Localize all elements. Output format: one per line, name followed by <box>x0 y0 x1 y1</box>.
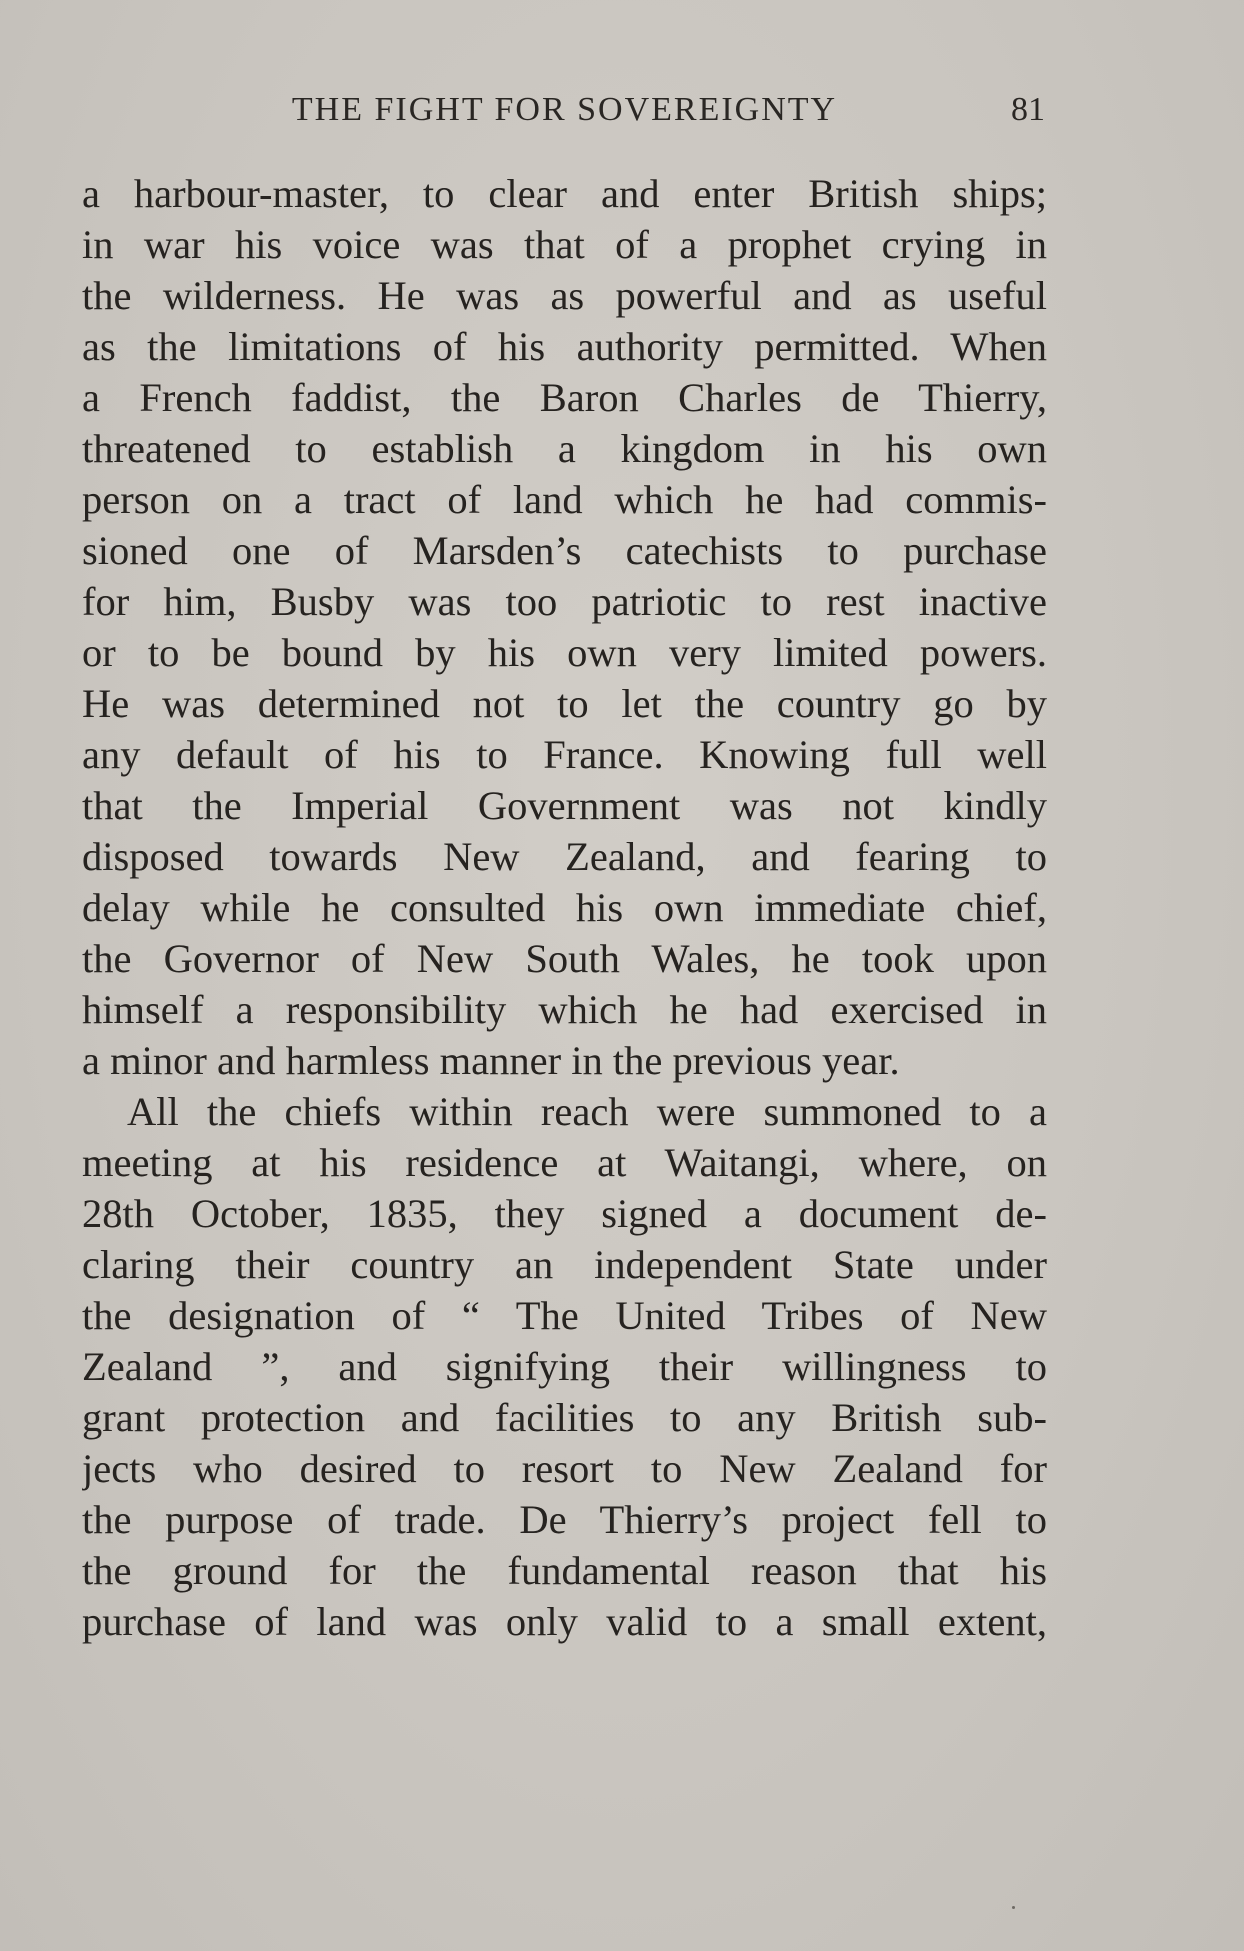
page-number: 81 <box>1011 91 1045 128</box>
text-line: the wilderness. He was as powerful and as useful <box>82 273 1047 318</box>
text-line: claring their country an independent State under <box>82 1242 1047 1287</box>
text-line: himself a responsibility which he had exercised in <box>82 987 1047 1032</box>
text-line: as the limitations of his authority permitted. When <box>82 324 1047 369</box>
paragraph-start-line: All the chiefs within reach were summoned to a <box>127 1089 1047 1134</box>
text-line: the Governor of New South Wales, he took upon <box>82 936 1047 981</box>
text-line: the designation of “ The United Tribes of New <box>82 1293 1047 1338</box>
text-line: sioned one of Marsden’s catechists to purchase <box>82 528 1047 573</box>
running-title: THE FIGHT FOR SOVEREIGNTY <box>291 91 838 128</box>
text-line: He was determined not to let the country go by <box>82 681 1047 726</box>
text-line: in war his voice was that of a prophet crying in <box>82 222 1047 267</box>
text-line: jects who desired to resort to New Zealand for <box>82 1446 1047 1491</box>
text-line: a French faddist, the Baron Charles de Thierry, <box>82 375 1047 420</box>
text-line: disposed towards New Zealand, and fearing to <box>82 834 1047 879</box>
text-line: Zealand ”, and signifying their willingness to <box>82 1344 1047 1389</box>
paragraph-end-line: a minor and harmless manner in the previous year. <box>82 1038 900 1083</box>
body-text <box>82 168 1047 1647</box>
text-line: for him, Busby was too patriotic to rest inactive <box>82 579 1047 624</box>
text-line: threatened to establish a kingdom in his own <box>82 426 1047 471</box>
text-line: that the Imperial Government was not kindly <box>82 783 1047 828</box>
text-line: person on a tract of land which he had commis- <box>82 477 1047 522</box>
text-line: purchase of land was only valid to a small extent, <box>82 1599 1047 1644</box>
text-line: any default of his to France. Knowing full well <box>82 732 1047 777</box>
text-line: 28th October, 1835, they signed a document de- <box>82 1191 1047 1236</box>
text-line: delay while he consulted his own immediate chief, <box>82 885 1047 930</box>
text-line: the purpose of trade. De Thierry’s project fell to <box>82 1497 1047 1542</box>
text-line: the ground for the fundamental reason that his <box>82 1548 1047 1593</box>
paper-speck <box>1012 1906 1015 1909</box>
text-line: a harbour-master, to clear and enter British ships; <box>82 171 1047 216</box>
running-head <box>82 88 1047 132</box>
text-line: meeting at his residence at Waitangi, where, on <box>82 1140 1047 1185</box>
text-line: or to be bound by his own very limited powers. <box>82 630 1047 675</box>
text-line: grant protection and facilities to any British sub- <box>82 1395 1047 1440</box>
